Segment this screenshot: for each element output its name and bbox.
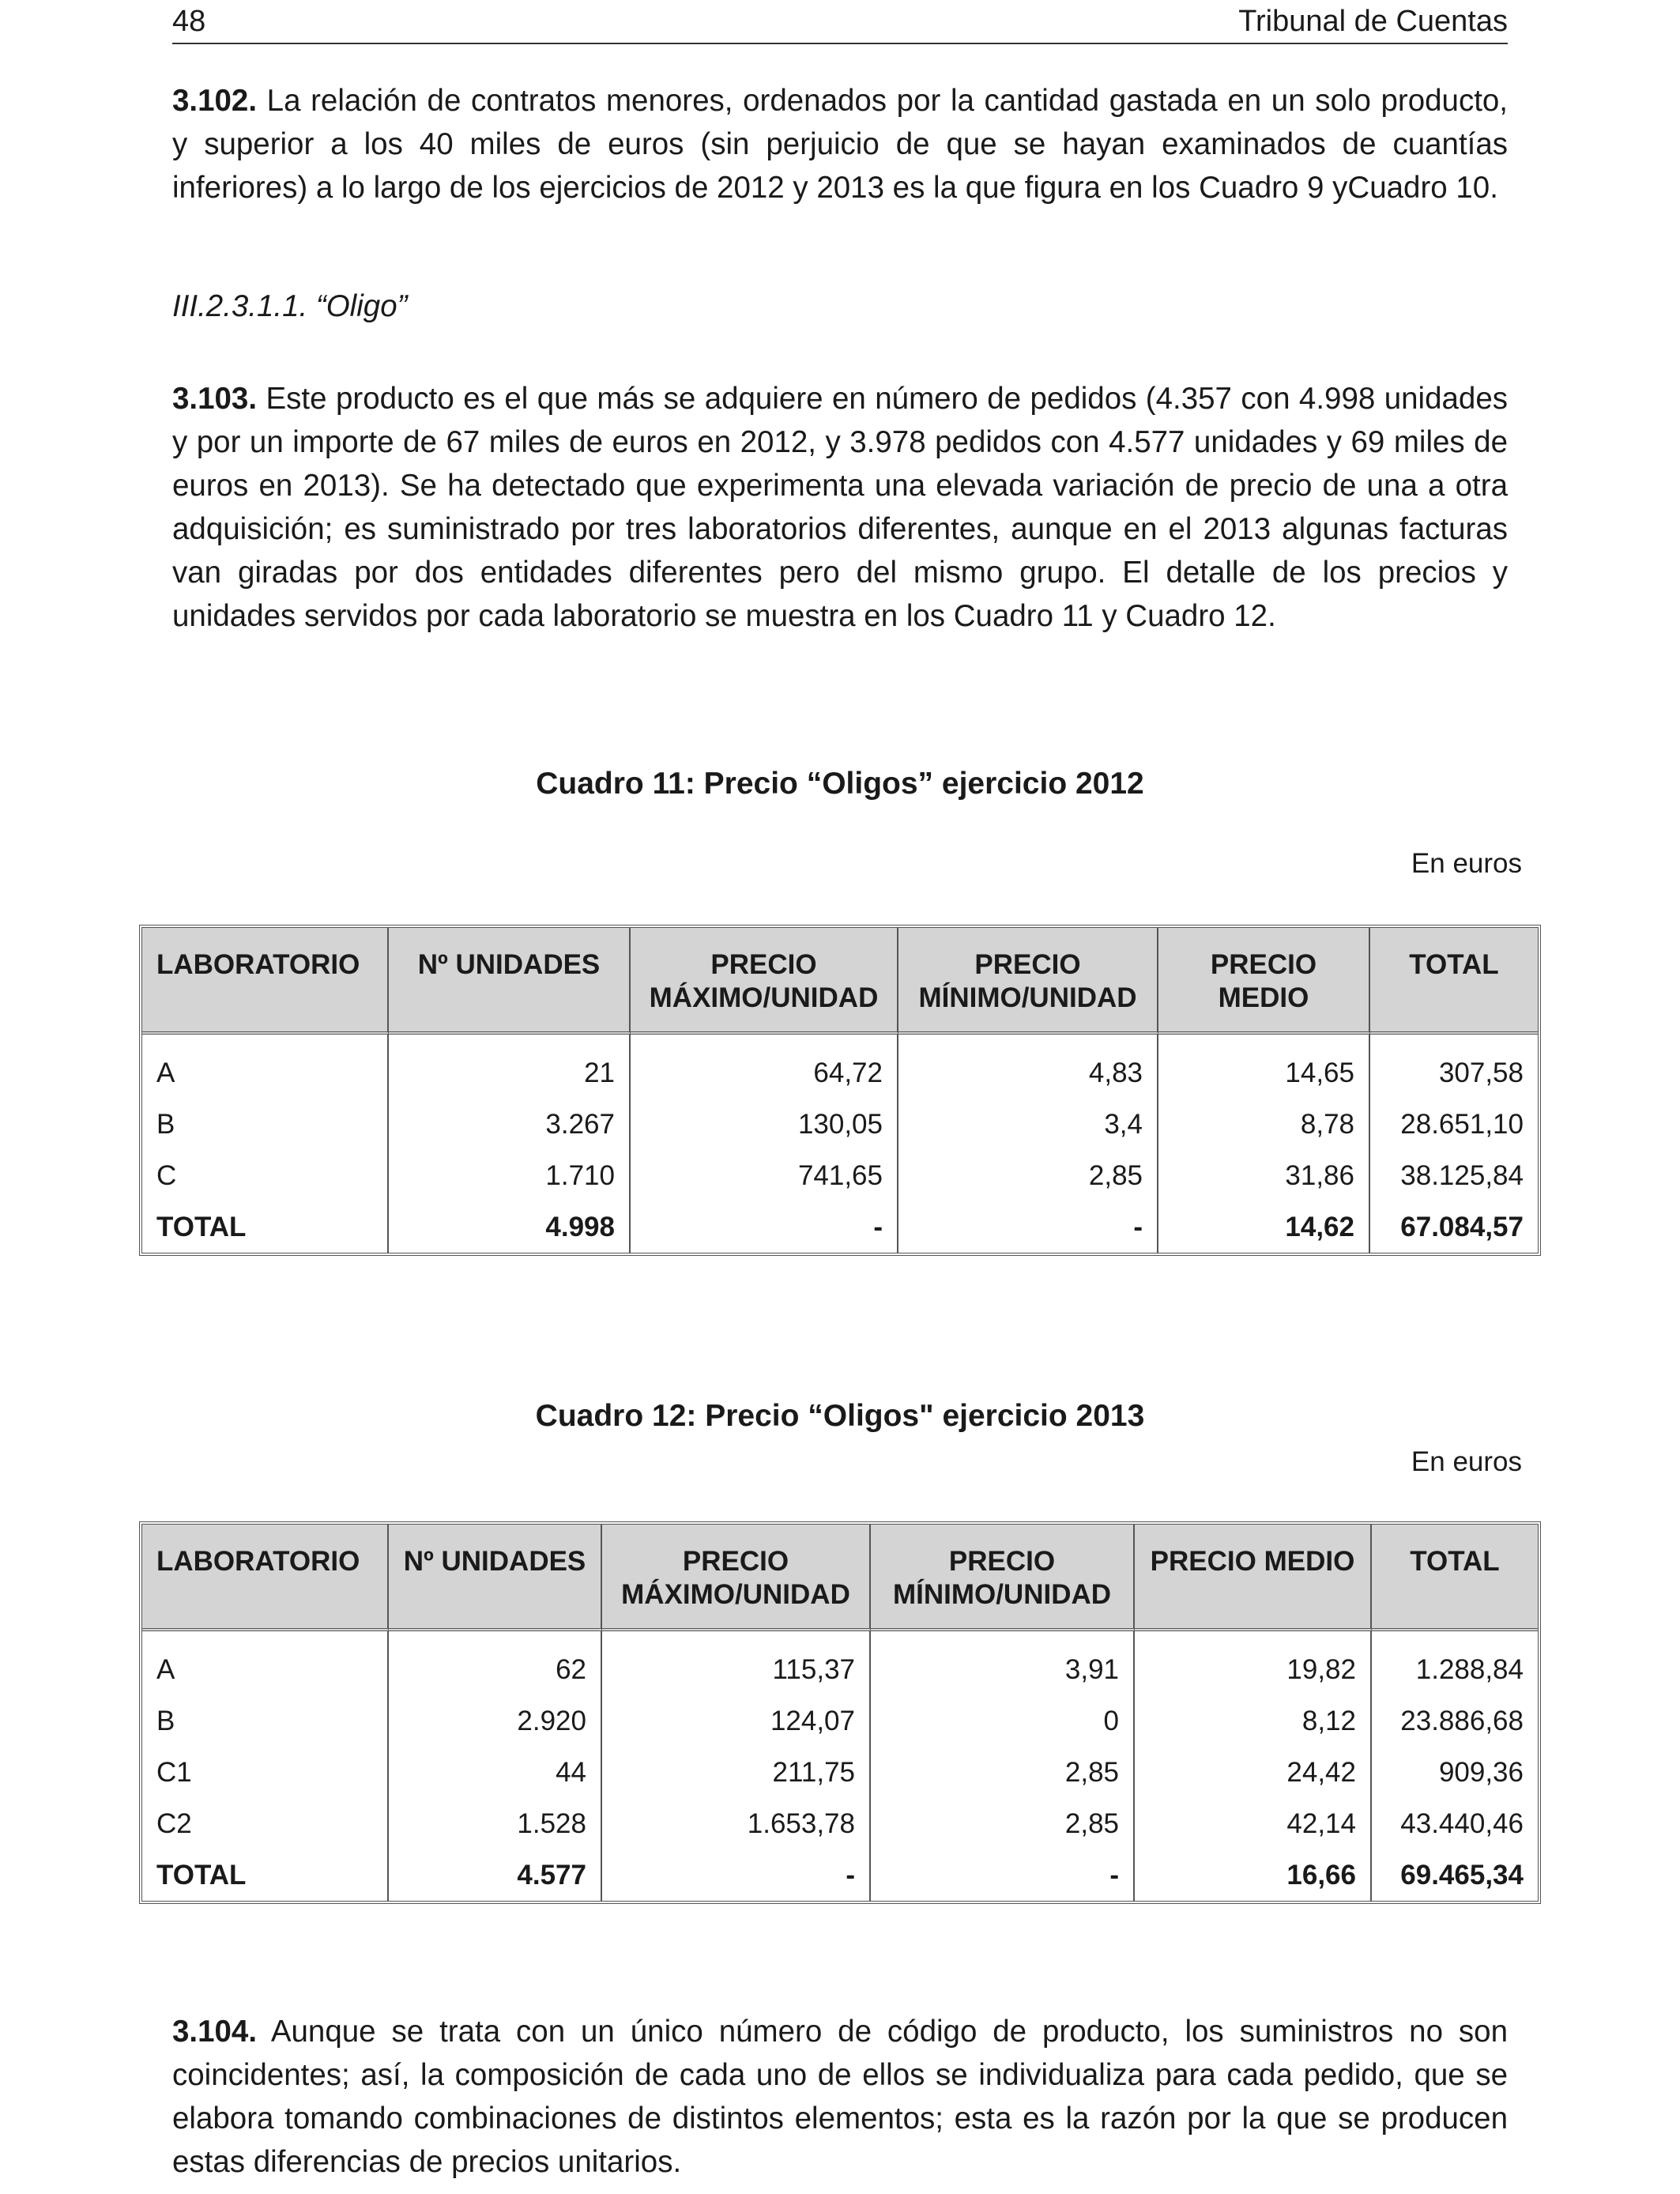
table-row xyxy=(142,1631,1538,1695)
cell-unidades: 2.920 xyxy=(389,1695,602,1747)
cell-total: 43.440,46 xyxy=(1400,1808,1524,1839)
cell-precio-maximo: 124,07 xyxy=(602,1695,871,1747)
paragraph-text: Este producto es el que más se adquiere en número de pedidos (4.357 con 4.998 unidades y por un importe de 67 miles de euros en 2012, y 3.978 pedidos con 4.577 unidades y 69 miles de euros en 2013). Se ha detectado que experimenta una elevada variación de precio de una a otra adquisición; es suministrado por tres laboratorios diferentes, aunque en el 2013 algunas facturas van giradas por dos entidades diferentes pero del mismo grupo. El detalle de los precios y unidades servidos por cada laboratorio se muestra en los Cuadro 11 y Cuadro 12. xyxy=(172,382,1508,633)
table-total-row xyxy=(142,1201,1538,1253)
col-header-precio-medio: PRECIO MEDIO xyxy=(1158,928,1370,1035)
paragraph-3-102 xyxy=(172,79,1508,209)
cell-precio-medio: 24,42 xyxy=(1135,1747,1372,1798)
cell-total: 23.886,68 xyxy=(1400,1705,1524,1736)
cell-precio-medio: 14,65 xyxy=(1158,1035,1370,1099)
cell-laboratorio: C xyxy=(142,1150,389,1201)
paragraph-number: 3.102. xyxy=(172,84,258,118)
cell-precio-maximo: - xyxy=(602,1849,871,1901)
col-header-laboratorio: LABORATORIO xyxy=(142,928,389,1035)
table-row xyxy=(142,1035,1538,1099)
table-header-row xyxy=(142,928,1538,1035)
cell-laboratorio: C2 xyxy=(142,1798,389,1849)
cell-precio-minimo: - xyxy=(871,1849,1135,1901)
cell-unidades: 3.267 xyxy=(389,1099,631,1150)
col-header-laboratorio: LABORATORIO xyxy=(142,1525,389,1631)
col-header-total: TOTAL xyxy=(1372,1525,1538,1631)
table-row xyxy=(142,1099,1538,1150)
paragraph-number: 3.104. xyxy=(172,2015,258,2049)
cell-precio-medio: 16,66 xyxy=(1135,1849,1372,1901)
table-row xyxy=(142,1747,1538,1798)
cell-total: 67.084,57 xyxy=(1400,1211,1524,1242)
col-header-unidades: Nº UNIDADES xyxy=(389,928,631,1035)
cell-laboratorio: TOTAL xyxy=(142,1849,389,1901)
cell-precio-maximo: 741,65 xyxy=(631,1150,898,1201)
cell-precio-medio: 14,62 xyxy=(1158,1201,1370,1253)
cell-precio-minimo: 2,85 xyxy=(871,1747,1135,1798)
cell-unidades: 62 xyxy=(389,1631,602,1695)
cell-total: 1.288,84 xyxy=(1415,1653,1524,1685)
cell-precio-minimo: 4,83 xyxy=(898,1035,1158,1099)
cell-precio-medio: 8,78 xyxy=(1158,1099,1370,1150)
cell-total: 69.465,34 xyxy=(1400,1859,1524,1891)
cell-laboratorio: TOTAL xyxy=(142,1201,389,1253)
col-header-precio-medio: PRECIO MEDIO xyxy=(1135,1525,1372,1631)
cell-precio-minimo: 0 xyxy=(871,1695,1135,1747)
col-header-precio-minimo: PRECIO MÍNIMO/UNIDAD xyxy=(898,928,1158,1035)
col-header-precio-maximo: PRECIO MÁXIMO/UNIDAD xyxy=(602,1525,871,1631)
table-11 xyxy=(139,925,1541,1256)
paragraph-number: 3.103. xyxy=(172,382,258,416)
cell-laboratorio: B xyxy=(142,1099,389,1150)
cell-laboratorio: B xyxy=(142,1695,389,1747)
col-header-total: TOTAL xyxy=(1370,928,1538,1035)
cell-precio-maximo: 1.653,78 xyxy=(602,1798,871,1849)
cell-total: 28.651,10 xyxy=(1400,1108,1524,1140)
cell-precio-minimo: 3,4 xyxy=(898,1099,1158,1150)
table-12-caption: Cuadro 12: Precio “Oligos" ejercicio 2013 xyxy=(535,1399,1145,1433)
paragraph-3-103 xyxy=(172,377,1508,638)
cell-unidades: 44 xyxy=(389,1747,602,1798)
table-total-row xyxy=(142,1849,1538,1901)
cell-unidades: 4.577 xyxy=(389,1849,602,1901)
col-header-unidades: Nº UNIDADES xyxy=(389,1525,602,1631)
cell-laboratorio: A xyxy=(142,1631,389,1695)
cell-precio-maximo: - xyxy=(631,1201,898,1253)
cell-laboratorio: C1 xyxy=(142,1747,389,1798)
cell-total: 909,36 xyxy=(1438,1756,1524,1788)
table-11-caption: Cuadro 11: Precio “Oligos” ejercicio 2012 xyxy=(536,767,1144,801)
col-header-precio-maximo: PRECIO MÁXIMO/UNIDAD xyxy=(631,928,898,1035)
cell-precio-maximo: 64,72 xyxy=(631,1035,898,1099)
cell-precio-maximo: 130,05 xyxy=(631,1099,898,1150)
page-header xyxy=(172,0,1508,44)
page-number: 48 xyxy=(172,5,206,38)
table-12-unit: En euros xyxy=(1411,1446,1522,1477)
cell-precio-minimo: 2,85 xyxy=(898,1150,1158,1201)
cell-precio-medio: 42,14 xyxy=(1135,1798,1372,1849)
cell-laboratorio: A xyxy=(142,1035,389,1099)
paragraph-text: Aunque se trata con un único número de código de producto, los suministros no son coincidentes; así, la composición de cada uno de ellos se individualiza para cada pedido, que se elabora tomando combinaciones de distintos elementos; esta es la razón por la que se producen estas diferencias de precios unitarios. xyxy=(172,2015,1508,2179)
cell-unidades: 4.998 xyxy=(389,1201,631,1253)
table-row xyxy=(142,1798,1538,1849)
table-12 xyxy=(139,1521,1541,1904)
cell-precio-minimo: - xyxy=(898,1201,1158,1253)
paragraph-text: La relación de contratos menores, ordenados por la cantidad gastada en un solo producto, y superior a los 40 miles de euros (sin perjuicio de que se hayan examinados de cuantías inferiores) a lo largo de los ejercicios de 2012 y 2013 es la que figura en los Cuadro 9 yCuadro 10. xyxy=(172,84,1508,205)
table-row xyxy=(142,1695,1538,1747)
cell-precio-maximo: 211,75 xyxy=(602,1747,871,1798)
cell-unidades: 21 xyxy=(389,1035,631,1099)
cell-precio-minimo: 3,91 xyxy=(871,1631,1135,1695)
paragraph-3-104 xyxy=(172,2010,1508,2184)
table-row xyxy=(142,1150,1538,1201)
cell-unidades: 1.710 xyxy=(389,1150,631,1201)
col-header-precio-minimo: PRECIO MÍNIMO/UNIDAD xyxy=(871,1525,1135,1631)
cell-precio-medio: 31,86 xyxy=(1158,1150,1370,1201)
cell-precio-medio: 8,12 xyxy=(1135,1695,1372,1747)
table-header-row xyxy=(142,1525,1538,1631)
cell-total: 38.125,84 xyxy=(1400,1159,1524,1191)
cell-precio-minimo: 2,85 xyxy=(871,1798,1135,1849)
cell-unidades: 1.528 xyxy=(389,1798,602,1849)
cell-total: 307,58 xyxy=(1438,1057,1524,1088)
cell-precio-maximo: 115,37 xyxy=(602,1631,871,1695)
section-heading: III.2.3.1.1. “Oligo” xyxy=(172,289,408,323)
table-11-unit: En euros xyxy=(1411,848,1522,879)
header-title: Tribunal de Cuentas xyxy=(1238,5,1508,38)
cell-precio-medio: 19,82 xyxy=(1135,1631,1372,1695)
